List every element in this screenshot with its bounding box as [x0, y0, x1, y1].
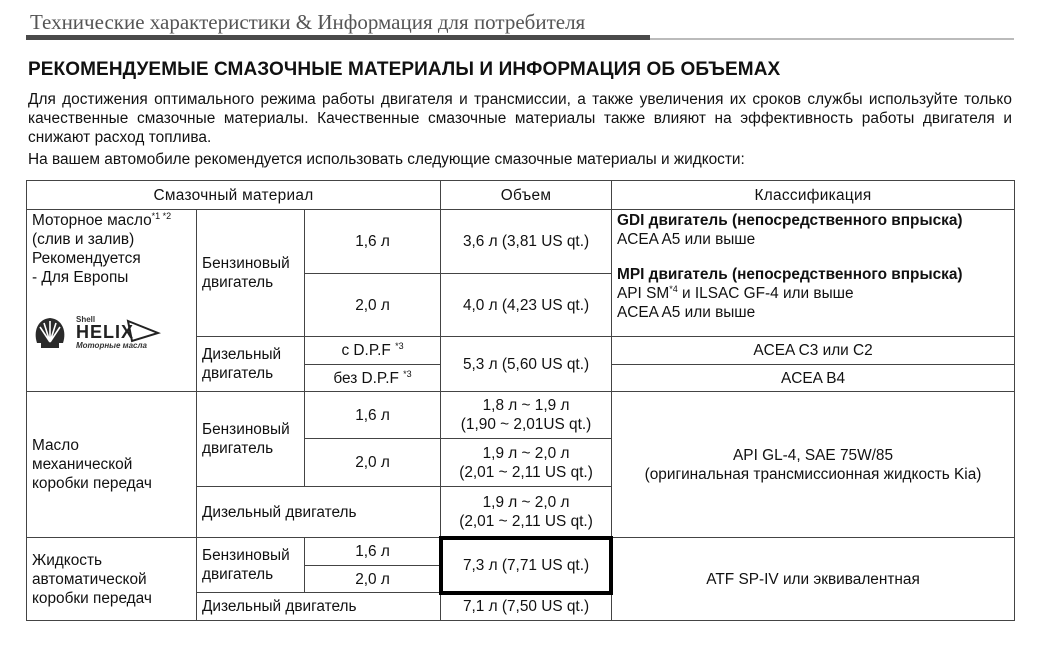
header-material: Смазочный материал	[27, 181, 441, 210]
engine-oil-petrol-2-0: 2,0 л	[305, 274, 441, 337]
automatic-label: Жидкость автоматической коробки передач	[27, 538, 197, 621]
engine-oil-petrol-1-6: 1,6 л	[305, 210, 441, 274]
header-rule-dark	[26, 35, 650, 40]
header-volume: Объем	[441, 181, 612, 210]
engine-oil-petrol-label: Бензиновый двигатель	[197, 210, 305, 337]
svg-text:HELIX: HELIX	[76, 322, 135, 342]
lubricants-table	[26, 180, 1015, 621]
manual-volume-1-6: 1,8 л ~ 1,9 л (1,90 ~ 2,01US qt.)	[441, 392, 612, 439]
section-title: РЕКОМЕНДУЕМЫЕ СМАЗОЧНЫЕ МАТЕРИАЛЫ И ИНФОРМАЦИЯ ОБ ОБЪЕМАХ	[28, 59, 781, 80]
table-row	[27, 210, 1015, 274]
header-rule-light	[650, 38, 1014, 40]
shell-helix-logo	[32, 311, 191, 351]
engine-oil-diesel-nodpf: без D.P.F $^{*3}$	[305, 365, 441, 392]
engine-oil-diesel-volume: 5,3 л (5,60 US qt.)	[441, 337, 612, 392]
engine-oil-diesel-label: Дизельный двигатель	[197, 337, 305, 392]
manual-classification: API GL-4, SAE 75W/85 (оригинальная трансмиссионная жидкость Kia)	[612, 392, 1015, 538]
svg-text:Моторные масла: Моторные масла	[76, 341, 147, 350]
automatic-classification: ATF SP-IV или эквивалентная	[612, 538, 1015, 621]
manual-petrol-1-6: 1,6 л	[305, 392, 441, 439]
automatic-petrol-label: Бензиновый двигатель	[197, 538, 305, 593]
table-header-row	[27, 181, 1015, 210]
engine-oil-diesel-nodpf-class: ACEA B4	[612, 365, 1015, 392]
engine-oil-volume-2-0: 4,0 л (4,23 US qt.)	[441, 274, 612, 337]
manual-volume-2-0: 1,9 л ~ 2,0 л (2,01 ~ 2,11 US qt.)	[441, 439, 612, 487]
manual-diesel-volume: 1,9 л ~ 2,0 л (2,01 ~ 2,11 US qt.)	[441, 487, 612, 538]
engine-oil-label: Моторное масло$^{*1 *2}$ (слив и залив) Рекомендуется - Для Европы Shell HELIX Моторные масла	[27, 210, 197, 392]
table-row	[27, 392, 1015, 439]
header-classification: Классификация	[612, 181, 1015, 210]
manual-petrol-2-0: 2,0 л	[305, 439, 441, 487]
svg-text:Shell: Shell	[76, 315, 96, 324]
automatic-petrol-1-6: 1,6 л	[305, 538, 441, 566]
manual-diesel-label: Дизельный двигатель	[197, 487, 441, 538]
page-header	[26, 6, 1014, 40]
manual-petrol-label: Бензиновый двигатель	[197, 392, 305, 487]
shell-helix-logo-icon	[32, 311, 182, 351]
intro-paragraph: Для достижения оптимального режима работы двигателя и трансмиссии, а также увеличения их сроков службы используйте только качественные смазочные материалы. Качественные смазочные материалы также влияют на эффективность работы двигателя и снижают расход топлива.	[28, 91, 1012, 146]
automatic-diesel-label: Дизельный двигатель	[197, 593, 441, 621]
automatic-petrol-volume: 7,3 л (7,71 US qt.)	[441, 538, 612, 593]
automatic-petrol-2-0: 2,0 л	[305, 566, 441, 593]
engine-oil-diesel-dpf-class: ACEA C3 или C2	[612, 337, 1015, 365]
table-row	[27, 538, 1015, 566]
engine-oil-petrol-classification: GDI двигатель (непосредственного впрыска) ACEA A5 или выше MPI двигатель (непосредственного впрыска) API SM$^{*4}$ и ILSAC GF-4 или выше ACEA A5 или выше	[612, 210, 1015, 337]
header-title: Технические характеристики & Информация для потребителя	[30, 10, 586, 34]
automatic-diesel-volume: 7,1 л (7,50 US qt.)	[441, 593, 612, 621]
manual-label: Масло механической коробки передач	[27, 392, 197, 538]
intro-paragraph-2: На вашем автомобиле рекомендуется использовать следующие смазочные материалы и жидкости:	[28, 151, 745, 168]
engine-oil-diesel-dpf: с D.P.F $^{*3}$	[305, 337, 441, 365]
engine-oil-volume-1-6: 3,6 л (3,81 US qt.)	[441, 210, 612, 274]
